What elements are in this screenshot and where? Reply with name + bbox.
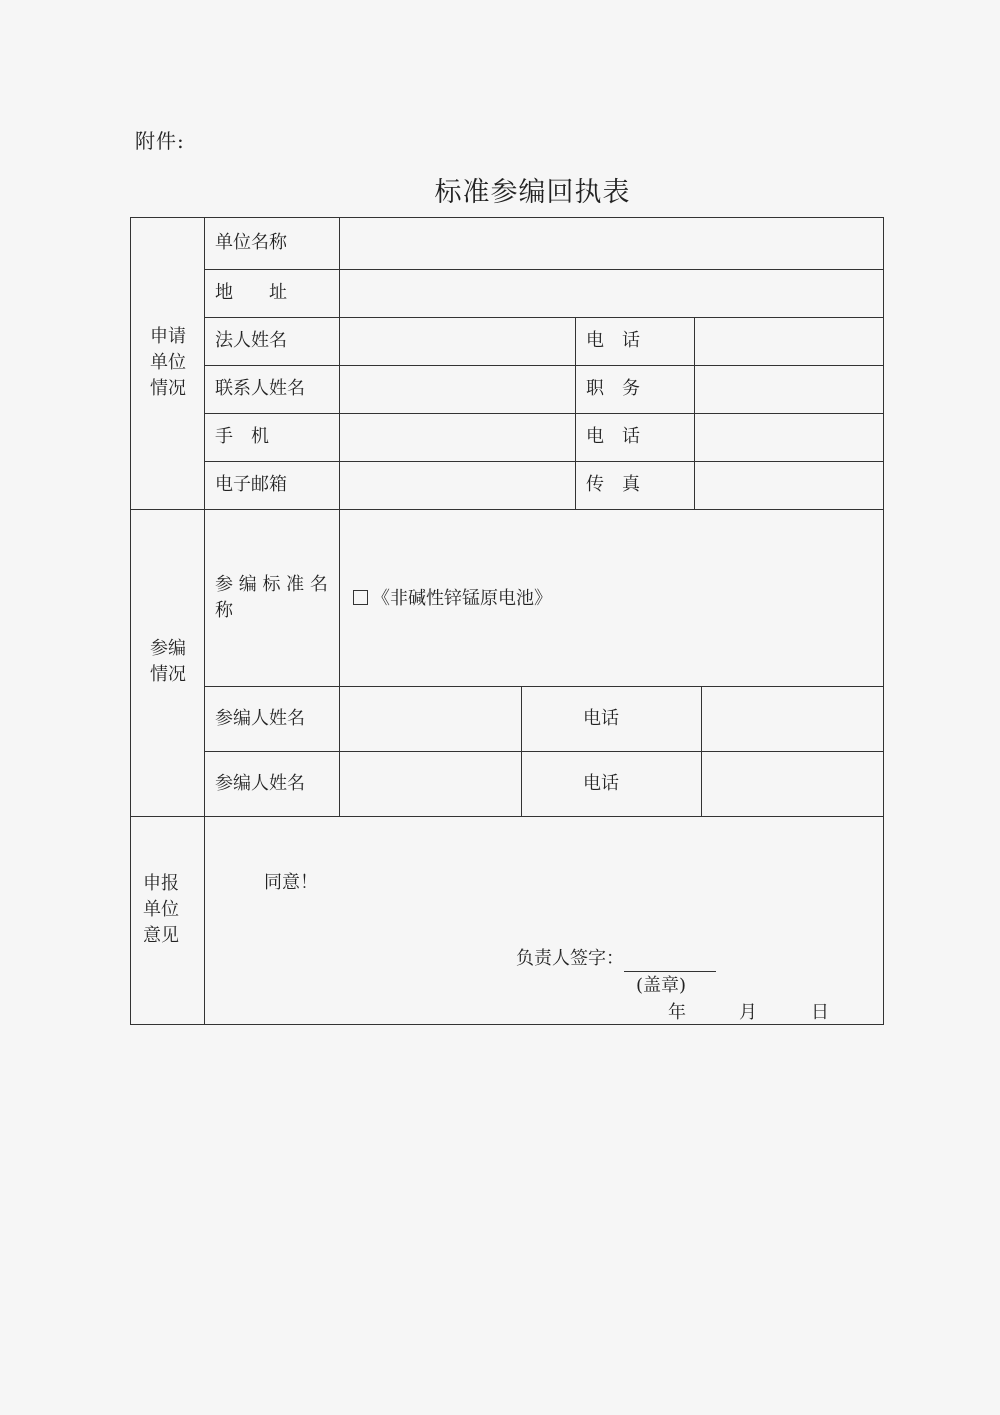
participation-section-label-text: 参编 情况: [150, 638, 186, 685]
standard-name-label-line2: 称: [215, 600, 233, 621]
section-divider: [131, 816, 884, 817]
signature-line: [516, 946, 716, 972]
month-label: 月: [739, 1002, 757, 1023]
row-divider: [204, 461, 884, 462]
standard-option-label: 《非碱性锌锰原电池》: [372, 588, 552, 609]
phone-field[interactable]: [698, 320, 878, 362]
participant-phone-label-1: 电话: [583, 708, 619, 729]
applicant-section-label: [148, 324, 188, 402]
seal-label: (盖章): [636, 975, 687, 996]
unit-name-label: 单位名称: [215, 232, 287, 253]
mobile-field[interactable]: [343, 416, 571, 458]
participant-phone-field-1[interactable]: [705, 690, 879, 747]
phone-label: 电 话: [586, 330, 640, 351]
position-field[interactable]: [698, 368, 878, 410]
contact-name-field[interactable]: [343, 368, 571, 410]
position-label: 职 务: [586, 378, 640, 399]
col-divider-label: [339, 218, 340, 816]
row-divider: [204, 317, 884, 318]
participant-name-label-1: 参编人姓名: [215, 708, 305, 729]
signature-label: 负责人签字：: [516, 948, 624, 969]
fax-label: 传 真: [586, 474, 640, 495]
mobile-label: 手 机: [215, 426, 269, 447]
email-field[interactable]: [343, 464, 571, 506]
participant-phone-label-2: 电话: [583, 773, 619, 794]
standard-name-label-line1: 参 编 标 准 名: [215, 574, 328, 595]
participant-name-label-2: 参编人姓名: [215, 773, 305, 794]
contact-name-label: 联系人姓名: [215, 378, 305, 399]
row-divider: [204, 365, 884, 366]
year-label: 年: [668, 1002, 686, 1023]
signature-field[interactable]: [624, 953, 716, 972]
standard-name-label: [215, 572, 333, 624]
participation-section-label: [148, 636, 188, 688]
legal-person-label: 法人姓名: [215, 330, 287, 351]
address-field[interactable]: [343, 272, 878, 314]
address-label: 地 址: [215, 282, 287, 303]
participant-name-field-1[interactable]: [343, 690, 517, 747]
row-divider: [204, 269, 884, 270]
phone-field-2[interactable]: [698, 416, 878, 458]
row-divider: [204, 413, 884, 414]
row-divider: [204, 751, 884, 752]
phone-label-2: 电 话: [586, 426, 640, 447]
section-divider: [131, 509, 884, 510]
row-divider: [204, 686, 884, 687]
participant-phone-field-2[interactable]: [705, 755, 879, 812]
standard-checkbox[interactable]: [353, 590, 368, 605]
opinion-section-label-text: 申报 单位 意见: [143, 873, 179, 946]
receipt-form-table: [130, 217, 884, 1025]
agree-text: 同意！: [264, 872, 318, 893]
participant-name-field-2[interactable]: [343, 755, 517, 812]
legal-person-field[interactable]: [343, 320, 571, 362]
standard-option[interactable]: [353, 586, 552, 612]
applicant-section-label-text: 申请 单位 情况: [150, 326, 186, 399]
email-label: 电子邮箱: [215, 474, 287, 495]
attachment-label: 附件:: [135, 129, 185, 153]
unit-name-field[interactable]: [343, 222, 878, 264]
day-label: 日: [811, 1002, 829, 1023]
opinion-section-label: [141, 871, 181, 949]
col-divider-side: [204, 218, 205, 1024]
fax-field[interactable]: [698, 464, 878, 506]
page-title: 标准参编回执表: [434, 177, 631, 208]
